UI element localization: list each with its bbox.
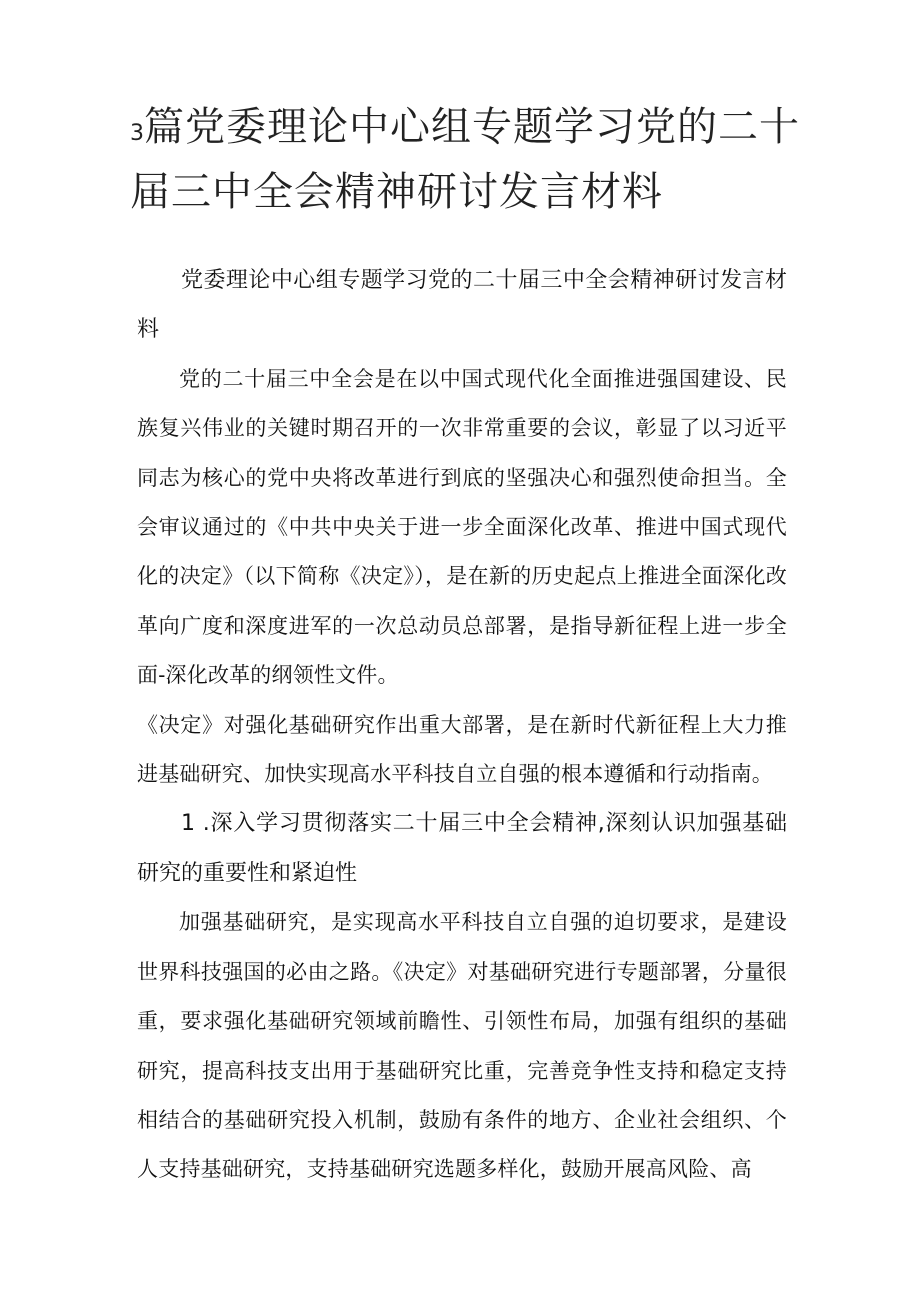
title-text: 篇党委理论中心组专题学习党的二十届三中全会精神研讨发言材料 — [130, 104, 800, 215]
section-paragraph: 加强基础研究，是实现高水平科技自立自强的迫切要求，是建设世界科技强国的必由之路。《决定》对基础研究进行专题部署，分量很重，要求强化基础研究领域前瞻性、引领性布局，加强有组织的基础研究，提高科技支出用于基础研究比重，完善竞争性支持和稳定支持相结合的基础研究投入机制，鼓励有条件的地方、企业社会组织、个人支持基础研究，支持基础研究选题多样化，鼓励开展高风险、高 — [137, 910, 787, 1182]
document-title — [130, 98, 810, 221]
paragraph-decision: 《决定》对强化基础研究作出重大部署，是在新时代新征程上大力推进基础研究、加快实现高水平科技自立自强的根本遵循和行动指南。 — [137, 712, 787, 787]
paragraph-intro: 党的二十届三中全会是在以中国式现代化全面推进强国建设、民族复兴伟业的关键时期召开的一次非常重要的会议，彰显了以习近平同志为核心的党中央将改革进行到底的坚强决心和强烈使命担当。全会审议通过的《中共中央关于进一步全面深化改革、推进中国式现代化的决定》（以下简称《决定》），是在新的历史起点上推进全面深化改革向广度和深度进军的一次总动员总部署，是指导新征程上进一步全面-深化改革的纲领性文件。 — [137, 366, 787, 688]
section-heading: 1 .深入学习贯彻落实二十届三中全会精神,深刻认识加强基础研究的重要性和紧迫性 — [137, 811, 787, 886]
title-number: 3 — [130, 121, 144, 146]
document-body — [137, 256, 787, 1195]
subtitle-heading: 党委理论中心组专题学习党的二十届三中全会精神研讨发言材料 — [137, 268, 787, 343]
